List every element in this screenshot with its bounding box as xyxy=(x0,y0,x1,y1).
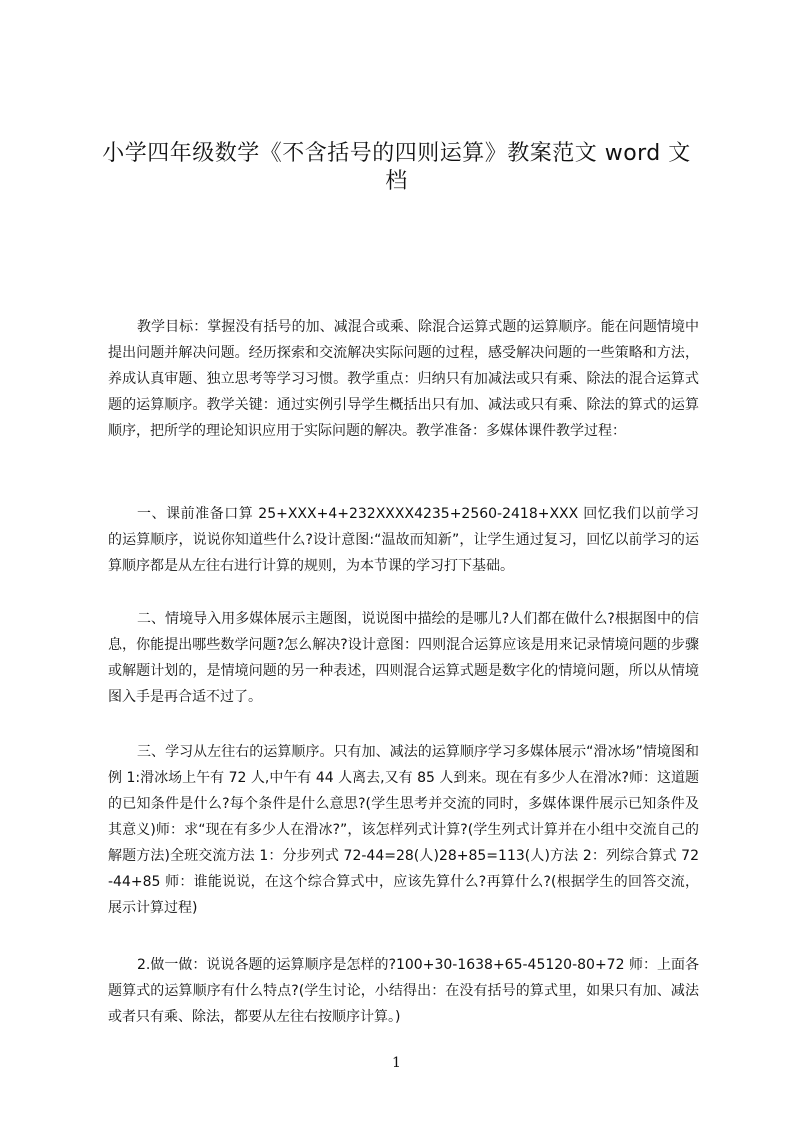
paragraph-objectives: 教学目标：掌握没有括号的加、减混合或乘、除混合运算式题的运算顺序。能在问题情境中提出问题并解决问题。经历探索和交流解决实际问题的过程，感受解决问题的一些策略和方法，养成认真审题、独立思考等学习习惯。教学重点：归纳只有加减法或只有乘、除法的混合运算式题的运算顺序。教学关键：通过实例引导学生概括出只有加、减法或只有乘、除法的算式的运算顺序，把所学的理论知识应用于实际问题的解决。教学准备：多媒体课件教学过程： xyxy=(108,319,699,439)
paragraph-practice: 2.做一做：说说各题的运算顺序是怎样的?100+30-1638+65-45120-80+72 师：上面各题算式的运算顺序有什么特点?(学生讨论，小结得出：在没有括号的算式里，如果只有加、减法或者只有乘、除法，都要从左往右按顺序计算。) xyxy=(108,957,699,1025)
page-number: 1 xyxy=(392,1055,401,1071)
paragraph-preparation: 一、课前准备口算 25+XXX+4+232XXXX4235+2560-2418+XXX 回忆我们以前学习的运算顺序，说说你知道些什么?设计意图:“温故而知新”，让学生通过复习，回忆以前学习的运算顺序都是从左往右进行计算的规则，为本节课的学习打下基础。 xyxy=(108,506,699,574)
paragraph-learning-order: 三、学习从左往右的运算顺序。只有加、减法的运算顺序学习多媒体展示“滑冰场”情境图和例 1:滑冰场上午有 72 人,中午有 44 人离去,又有 85 人到来。现在有多少人在滑冰?师：这道题的已知条件是什么?每个条件是什么意思?(学生思考并交流的同时，多媒体课件展示已知条件及其意义)师：求“现在有多少人在滑冰?”，该怎样列式计算?(学生列式计算并在小组中交流自己的解题方法)全班交流方法 1：分步列式 72-44=28(人)28+85=113(人)方法 2：列综合算式 72-44+85 师：谁能说说，在这个综合算式中，应该先算什么?再算什么?(根据学生的回答交流，展示计算过程) xyxy=(108,744,699,916)
document-title: 小学四年级数学《不含括号的四则运算》教案范文 word 文档 xyxy=(102,141,691,194)
paragraph-situation: 二、情境导入用多媒体展示主题图，说说图中描绘的是哪儿?人们都在做什么?根据图中的信息，你能提出哪些数学问题?怎么解决?设计意图：四则混合运算应该是用来记录情境问题的步骤或解题计划的，是情境问题的另一种表述，四则混合运算式题是数字化的情境问题，所以从情境图入手是再合适不过了。 xyxy=(108,611,699,705)
